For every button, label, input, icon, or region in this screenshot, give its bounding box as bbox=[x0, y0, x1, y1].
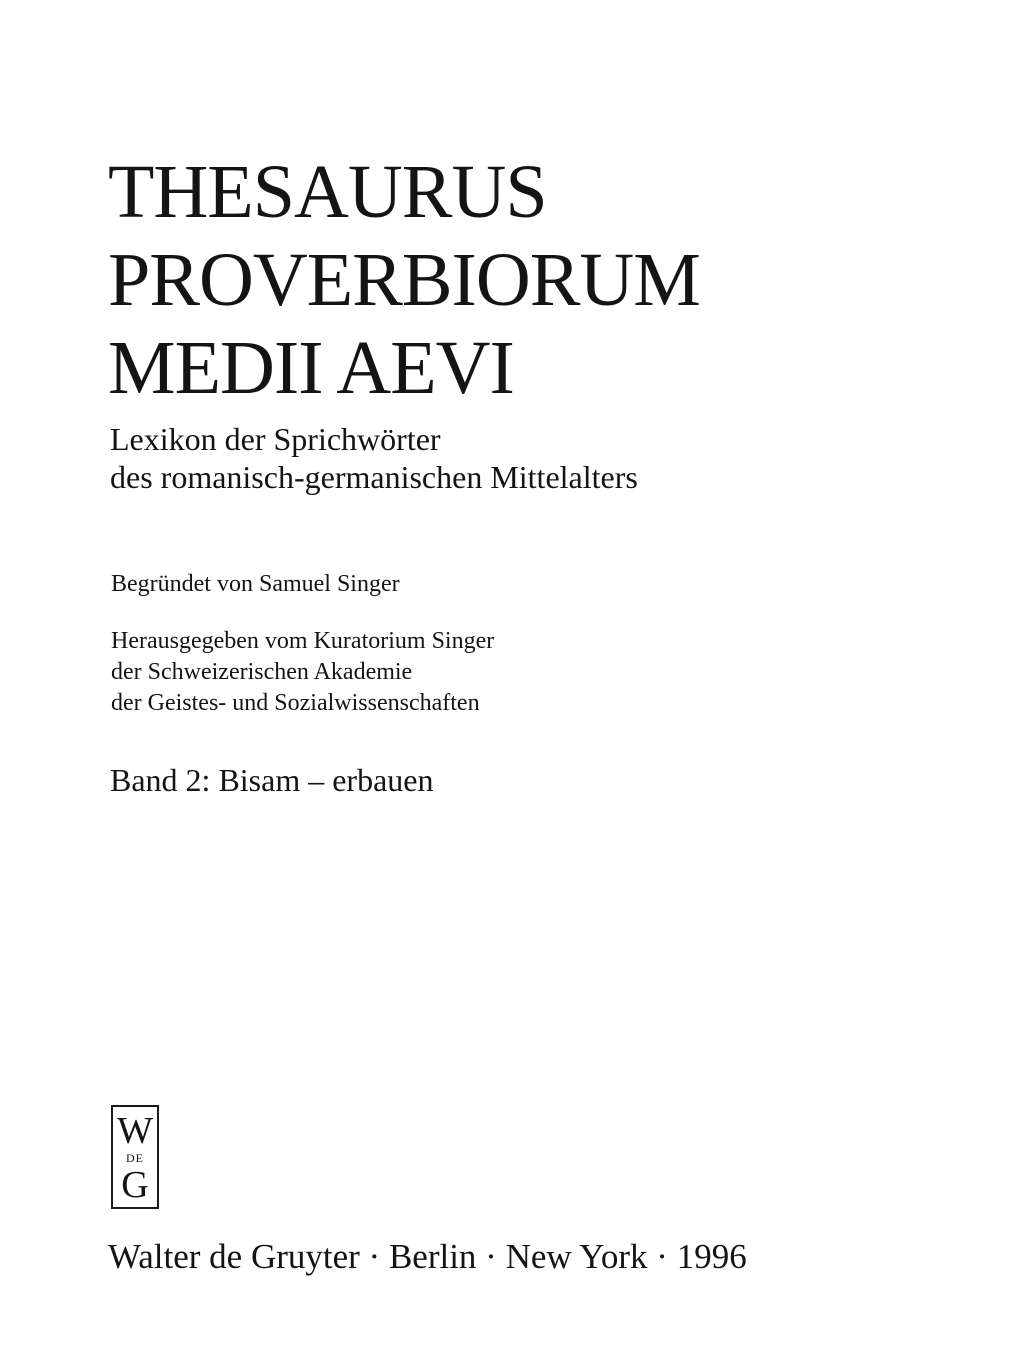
publisher-imprint: Walter de Gruyter · Berlin · New York · 1996 bbox=[108, 1237, 747, 1276]
book-title bbox=[108, 148, 700, 412]
title-line-1: THESAURUS bbox=[108, 150, 547, 234]
logo-letter-top: W bbox=[117, 1110, 153, 1152]
editor-credit bbox=[111, 626, 494, 719]
volume-label: Band 2: Bisam – erbauen bbox=[110, 762, 434, 798]
title-line-2: PROVERBIORUM bbox=[108, 238, 700, 322]
founder-credit: Begründet von Samuel Singer bbox=[111, 571, 400, 597]
subtitle-line-1: Lexikon der Sprichwörter bbox=[110, 421, 441, 457]
logo-letter-middle: DE bbox=[126, 1151, 144, 1165]
editor-line-1: Herausgegeben vom Kuratorium Singer bbox=[111, 628, 495, 654]
subtitle-line-2: des romanisch-germanischen Mittelalters bbox=[110, 459, 638, 495]
editor-line-3: der Geistes- und Sozialwissenschaften bbox=[111, 690, 480, 716]
logo-letter-bottom: G bbox=[121, 1164, 149, 1206]
publisher-logo bbox=[111, 1105, 159, 1209]
editor-line-2: der Schweizerischen Akademie bbox=[111, 659, 413, 685]
book-subtitle bbox=[110, 420, 638, 496]
title-line-3: MEDII AEVI bbox=[108, 326, 514, 410]
